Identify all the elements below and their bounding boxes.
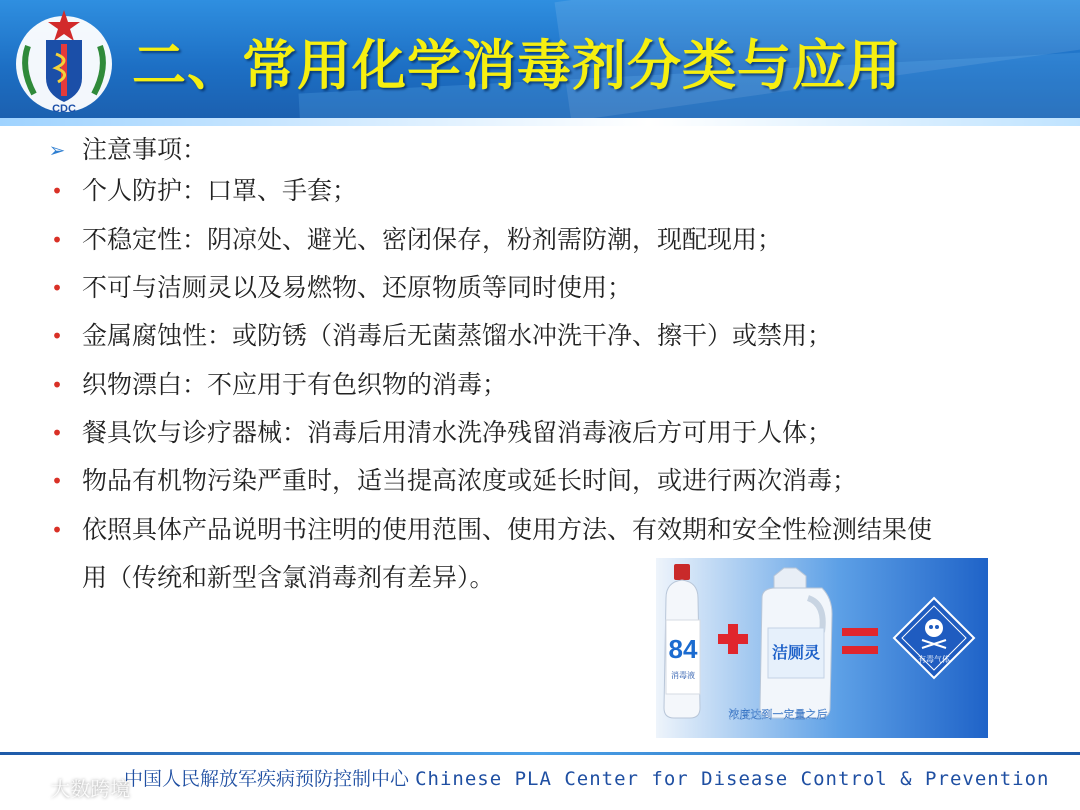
page-title: 二、常用化学消毒剂分类与应用 (132, 34, 902, 97)
list-item-text: 用（传统和新型含氯消毒剂有差异）。 (82, 563, 495, 592)
list-item-text: 餐具饮与诊疗器械：消毒后用清水洗净残留消毒液后方可用于人体； (82, 418, 833, 447)
toilet-cleaner-bottle-icon (760, 568, 832, 718)
footer-divider (0, 752, 1080, 755)
arrow-bullet-icon: ➢ (48, 138, 66, 162)
footer-en: Chinese PLA Center for Disease Control & Prevention (415, 768, 1050, 790)
bottle1-sub: 消毒液 (671, 671, 695, 680)
footer (124, 764, 1050, 794)
bullet-dot-icon: • (51, 373, 63, 397)
warning-label: 有毒气体 (918, 655, 950, 664)
bullet-dot-icon: • (51, 179, 63, 203)
bullet-dot-icon: • (51, 421, 63, 445)
bullet-dot-icon: • (51, 324, 63, 348)
bullet-dot-icon: • (51, 276, 63, 300)
notes-heading: 注意事项： (82, 135, 208, 164)
list-item-text: 个人防护：口罩、手套； (82, 176, 358, 205)
header-underline (0, 118, 1080, 126)
list-item-text: 织物漂白：不应用于有色织物的消毒； (82, 370, 508, 399)
footer-cn: 中国人民解放军疾病预防控制中心 (124, 768, 410, 790)
warning-illustration (656, 558, 988, 738)
bullet-dot-icon: • (51, 469, 63, 493)
bleach-bottle-icon (664, 564, 700, 718)
logo-text: CDC (52, 103, 76, 115)
list-item-text: 金属腐蚀性：或防锈（消毒后无菌蒸馏水冲洗干净、擦干）或禁用； (82, 321, 833, 350)
photo-caption: 浓度达到一定量之后 (728, 708, 828, 721)
watermark-logo-icon (10, 780, 44, 802)
list-item-text: 物品有机物污染严重时，适当提高浓度或延长时间，或进行两次消毒； (82, 466, 858, 495)
list-item-text: 依照具体产品说明书注明的使用范围、使用方法、有效期和安全性检测结果使 (82, 515, 933, 544)
cdc-logo-icon (8, 6, 120, 118)
watermark-text: 大数跨境 (50, 777, 131, 801)
bullet-dot-icon: • (51, 518, 63, 542)
bullet-dot-icon: • (51, 228, 63, 252)
bottle2-label: 洁厕灵 (771, 643, 821, 662)
bottle1-label: 84 (668, 634, 698, 664)
list-item-text: 不稳定性：阴凉处、避光、密闭保存，粉剂需防潮，现配现用； (82, 225, 783, 254)
list-item-text: 不可与洁厕灵以及易燃物、还原物质等同时使用； (82, 273, 633, 302)
watermark (10, 774, 130, 804)
